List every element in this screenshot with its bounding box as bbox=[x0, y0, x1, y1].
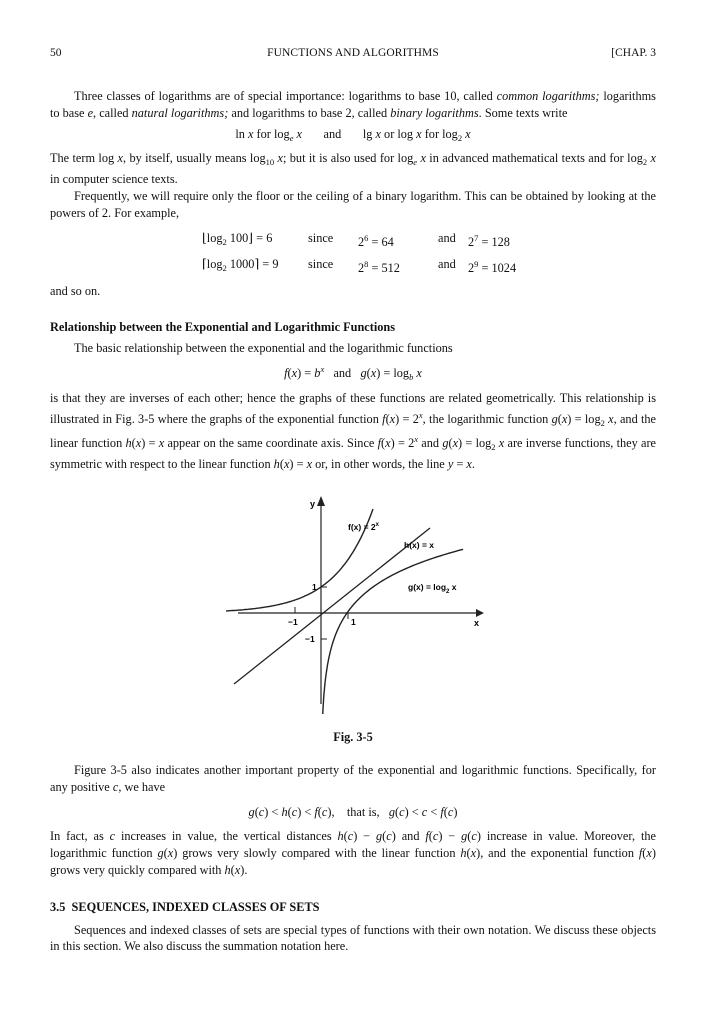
paragraph-log-classes: Three classes of logarithms are of special importance: logarithms to base 10, called common logarithms; logarithms to base e, called natural logarithms; and logarithms to base 2, called binary logarithms. Some texts write bbox=[50, 89, 656, 120]
paragraph-sequences: Sequences and indexed classes of sets are special types of functions with their own notation. We discuss these objects in this section. We also discuss the summation notation here. bbox=[50, 922, 656, 954]
paragraph-log-usage: The term log x, by itself, usually means $\log_{10} x$; but it is also used for $\log_e x$ in advanced mathematical texts and for $\log_2 x$ in computer science texts. bbox=[50, 151, 656, 187]
x-axis-arrow bbox=[476, 609, 484, 617]
page-number: 50 bbox=[50, 47, 62, 59]
paragraph-property: Figure 3-5 also indicates another important property of the exponential and logarithmic functions. Specifically, for any positive c, we have bbox=[50, 763, 656, 794]
tick-label-y-neg1: −1 bbox=[305, 634, 315, 644]
tick-label-y-1: 1 bbox=[312, 582, 317, 592]
body-text bbox=[50, 88, 656, 473]
running-title: FUNCTIONS AND ALGORITHMS bbox=[267, 47, 439, 59]
display-exp-log: $f(x) = b^x$ and $g(x) = \log_b x$ bbox=[284, 363, 422, 382]
and-so-on: and so on. bbox=[50, 283, 101, 298]
floor-example: $⌊\log_2$ 100⌋ = 6 since $2^6 = 64$ and $2^7 = 128$ bbox=[202, 230, 510, 249]
section-heading: 3.5 SEQUENCES, INDEXED CLASSES OF SETS bbox=[50, 899, 320, 914]
y-axis-arrow bbox=[317, 496, 325, 506]
display-ln-lg: ln x for $\log_e x$ and lg x or log x for $\log_2 x$ bbox=[235, 126, 471, 143]
floor-ceiling-examples bbox=[50, 227, 656, 279]
curve-h-linear bbox=[234, 528, 430, 684]
x-axis-label: x bbox=[474, 618, 480, 628]
y-axis-label: y bbox=[310, 499, 316, 509]
body-text-lower bbox=[50, 762, 656, 955]
subsection-heading: Relationship between the Exponential and Logarithmic Functions bbox=[50, 320, 396, 335]
tick-label-x-1: 1 bbox=[351, 617, 356, 627]
paragraph-basic-relationship: The basic relationship between the exponential and the logarithmic functions bbox=[74, 341, 453, 356]
display-inequality: g(c) < h(c) < f(c), that is, g(c) < c < f(c) bbox=[248, 804, 458, 819]
f-label: $f(x) = 2^x$ bbox=[348, 522, 379, 532]
chapter-label: [CHAP. 3 bbox=[611, 47, 656, 59]
paragraph-inverse: is that they are inverses of each other; hence the graphs of these functions are related geometrically. This relationship is illustrated in Fig. 3-5 where the graphs of the exponential function $f(x) = 2^x$, the logarithmic function $g(x) = \log_2 x$, and the linear function h(x) = x appear on the same coordinate axis. Since $f(x) = 2^x$ and $g(x) = \log_2 x$ are inverse functions, they are symmetric with respect to the linear function h(x) = x or, in other words, the line y = x. bbox=[50, 390, 657, 472]
figure-3-5 bbox=[226, 492, 486, 714]
tick-label-x-neg1: −1 bbox=[288, 617, 298, 627]
paragraph-floor-ceiling: Frequently, we will require only the floor or the ceiling of a binary logarithm. This can be obtained by looking at the powers of 2. For example, bbox=[50, 188, 656, 220]
h-label: h(x) = x bbox=[404, 540, 434, 550]
curve-g-logarithmic bbox=[321, 549, 463, 714]
ceiling-example: $⌈\log_2$ 1000⌉ = 9 since $2^8 = 512$ and $2^9 = 1024$ bbox=[202, 256, 517, 275]
paragraph-growth: In fact, as c increases in value, the vertical distances h(c) − g(c) and f(c) − g(c) increase in value. Moreover, the logarithmic function g(x) grows very slowly compared with the linear function h(x), and the exponential function f(x) grows very quickly compared with h(x). bbox=[50, 829, 656, 877]
figure-caption: Fig. 3-5 bbox=[333, 730, 373, 744]
g-label: $g(x) = \log_2 x$ bbox=[408, 582, 457, 595]
